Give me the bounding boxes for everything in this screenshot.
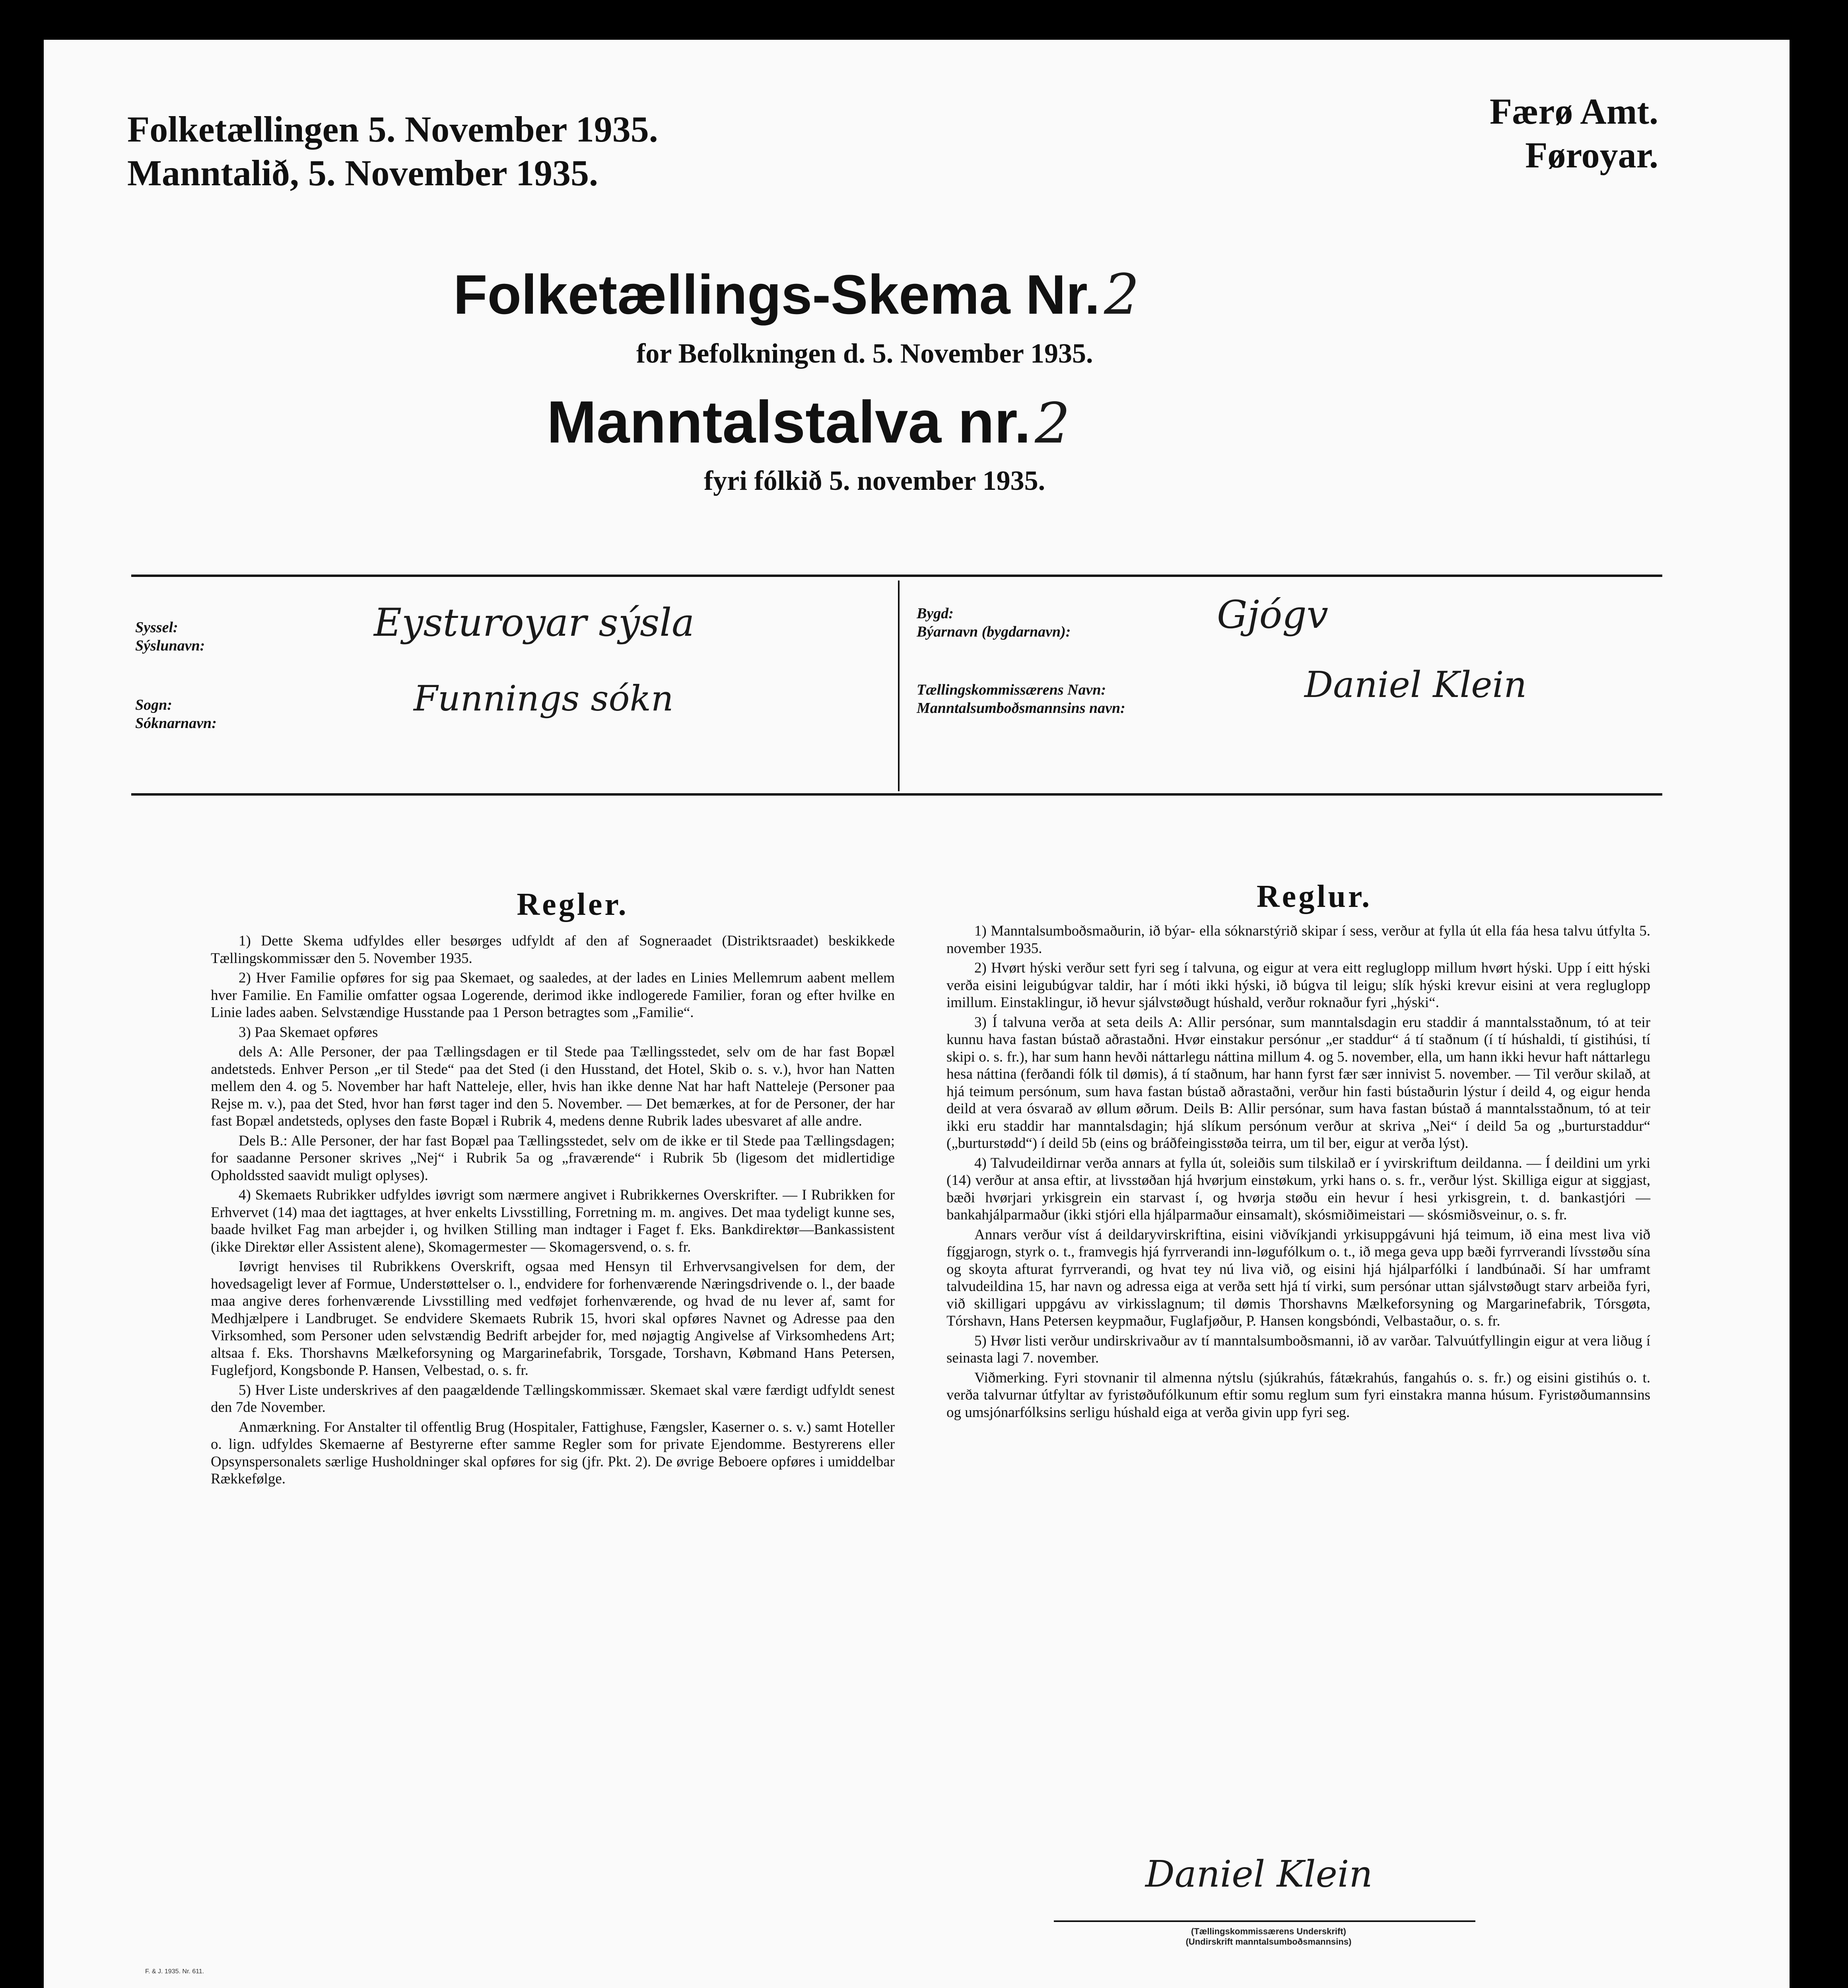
regler-paragraph: 1) Dette Skema udfyldes eller besørges udfyldt af den af Sogneraadet (Distriktsraadet) beskikkede Tællingskommissær den 5. November 1935. <box>211 933 895 967</box>
header-right-line1: Færø Amt. <box>1489 91 1658 132</box>
form-title <box>453 262 1139 327</box>
kommissaer-label-fo: Manntalsumboðsmannsins navn: <box>917 700 1125 716</box>
form-subtitle-faroese: fyri fólkið 5. november 1935. <box>704 466 1045 496</box>
regler-paragraph: 5) Hver Liste underskrives af den paagældende Tællingskommissær. Skemaet skal være færdigt udfyldt senest den 7de November. <box>211 1382 895 1415</box>
regler-paragraph: 4) Skemaets Rubrikker udfyldes iøvrigt som nærmere angivet i Rubrikkernes Overskrifter. — I Rubrikken for Erhvervet (14) maa det iagttages, at hver enkelts Livsstilling, Forretning m. m. angives. Det maa tydeligt kunne ses, baade hvilket Fag man arbejder i, og hvilken Stilling man indtager i Faget f. Eks. Bankdirektør—Bankassistent (ikke Direktør eller Assistent alene), Skomagermester — Skomagersvend, o. s. fr. <box>211 1187 895 1255</box>
sogn-value: Funnings sókn <box>414 678 674 719</box>
reglur-text <box>946 922 1650 1423</box>
signature-caption-fo: (Undirskrift manntalsumboðsmannsins) <box>1185 1937 1352 1947</box>
header-right <box>1471 89 1658 177</box>
reglur-paragraph: 4) Talvudeildirnar verða annars at fylla út, soleiðis sum tilskilað er í yvirskriftum deildanna. — Í deildini um yrki (14) verður at ansa eftir, at livsstøðan hjá hvørjum einstøkum, yrki hans o. s. fr., verður lýst. Skilliga eigur at siggjast, bæði hvørjari yrkisgrein ein starvast í, og hvørja støðu ein hevur í hesi yrkisgrein, t. d. bankastjóri — bankahjálparmaður (ikki stjóri ella hjálparmaður einsamalt), skósmiðimeistari — skósmiðsveinur, o. s. fr. <box>946 1155 1650 1223</box>
form-title-text: Folketællings-Skema Nr. <box>453 263 1100 326</box>
bygd-label-fo: Býarnavn (bygdarnavn): <box>917 623 1071 640</box>
field-block-top-rule <box>131 575 1662 577</box>
header-left-line2: Manntalið, 5. November 1935. <box>127 153 599 193</box>
reglur-paragraph: 5) Hvør listi verður undirskrivaður av tí manntalsumboðsmanni, ið av varðar. Talvuútfyllingin eigur at vera liðug í seinasta lagi 7. november. <box>946 1332 1650 1366</box>
sogn-label-fo: Sóknarnavn: <box>135 715 217 732</box>
bygd-label-dk: Bygd: <box>917 605 954 622</box>
reglur-paragraph: 3) Í talvuna verða at seta deils A: Allir persónar, sum manntalsdagin eru staddir á manntalsstaðnum, tó at teir kunnu hava fastan bústað aðrastaðni. Hvør einstakur persónur „er staddur“ á tí staðnum (í tí húshaldi, tí gistihúsi, tí skipi o. s. fr.), har sum hann hevði náttarlegu náttina millum 4. og 5. november, ella, um hann ikki hevur haft náttarlegu hesa náttina (ferðandi fólk til dømis), á tí staðnum, har hann fyrst fær sær innivist 5. november. — Til verður skilað, at hjá teimum persónum, sum hava fastan bústað aðrastaðni, verður hin fasti bústaðurin lýstur í deild 4, og eigur henda deild at vera ósvarað av øllum øðrum. Deils B: Allir persónar, sum hava fastan bústað á manntalsstaðnum, tó at teir ikki eru staddir har manntalsdagin; hjá slíkum persónum verður at skriva „Nei“ í deild 5a og „burturstaddur“ („burturstødd“) í deild 5b (eins og bráðfeingisstøða teirra, um til ber, eigur at verða lýst). <box>946 1014 1650 1151</box>
header-left-line1: Folketællingen 5. November 1935. <box>127 109 658 149</box>
printer-imprint: F. & J. 1935. Nr. 611. <box>145 1968 204 1975</box>
reglur-paragraph: Viðmerking. Fyri stovnanir til almenna nýtslu (sjúkrahús, fátækrahús, fangahús o. s. fr.) og eisini gistihús o. t. verða talvurnar útfyltar av fyristøðufólkunum eftir somu reglum sum fyri einstakra manna húsum. Fyristøðumannsins og umsjónarfólksins serligu húshald eiga at verða givin upp fyri seg. <box>946 1369 1650 1421</box>
reglur-paragraph: 1) Manntalsumboðsmaðurin, ið býar- ella sóknarstýrið skipar í sess, verður at fylla út ella fáa hesa talvu útfylta 5. november 1935. <box>946 923 1650 957</box>
syssel-label-fo: Sýslunavn: <box>135 637 205 654</box>
reglur-paragraph: Annars verður víst á deildaryvirskriftina, eisini viðvíkjandi yrkisuppgávuni hjá teimum, ið eina mest liva við fíggjarogn, styrk o. t., framvegis hjá fyrrverandi inn-løgufólkum o. t., ið mega geva upp bæði fyrrverandi lívsstøðu sína og skoyta afturat fyrrverandi, og hvat tey nú liva við, og eisini hjá hjálparfólki í landbúnaði. Sí har umframt talvudeildina 15, har navn og adressa eiga at verða sett hjá tí virki, sum persónar uttan sjálvstøðugt starv arbeiða fyri, við skilligari uppgávu av virkisslagnum; til dømis Thorshavns Mælkeforsyning og Margarinefabrik, Tórsgøta, Tórshavn, Hans Petersen keypmaður, Fuglafjøður, P. Hansen kongsbóndi, Velbastaður, o. s. fr. <box>946 1226 1650 1329</box>
kommissaer-label-dk: Tællingskommissærens Navn: <box>917 681 1106 698</box>
regler-heading: Regler. <box>517 887 629 922</box>
bygd-label <box>917 604 1071 641</box>
form-number-faroese: 2 <box>1035 391 1071 456</box>
regler-text <box>211 932 895 1490</box>
form-title-faroese-text: Manntalstalva nr. <box>547 388 1031 455</box>
bygd-value: Gjógv <box>1217 592 1328 637</box>
syssel-label-dk: Syssel: <box>135 619 178 636</box>
regler-paragraph: Anmærkning. For Anstalter til offentlig Brug (Hospitaler, Fattighuse, Fængsler, Kaserner o. s. v.) samt Hoteller o. lign. udfyldes Skemaerne af Bestyrerne efter samme Regler som for private Ejendomme. Bestyrerens eller Opsynspersonalets særlige Husholdninger skal opføres for sig (jfr. Pkt. 2). De øvrige Beboere opføres i umiddelbar Rækkefølge. <box>211 1419 895 1487</box>
signature-caption <box>1129 1926 1408 1947</box>
regler-paragraph: 3) Paa Skemaet opføres <box>239 1024 378 1041</box>
regler-paragraph: dels A: Alle Personer, der paa Tællingsdagen er til Stede paa Tællingsstedet, selv om de har fast Bopæl andetsteds. Enhver Person „er til Stede“ paa det Sted (i den Husstand, det Hotel, Skib o. s. v.), hvor han Natten mellem den 4. og 5. November har haft Natteleje, eller, hvis han ikke denne Nat har haft Natteleje (Personer paa Rejse m. v.), paa det Sted, hvor han først tager ind den 5. November. — Det bemærkes, at for de Personer, der har fast Bopæl andetsteds, oplyses den faste Bopæl i Rubrik 4, medens denne Rubrik lades ubesvaret af alle andre. <box>211 1044 895 1129</box>
regler-paragraph: Dels B.: Alle Personer, der har fast Bopæl paa Tællingsstedet, selv om de ikke er til Stede paa Tællingsdagen; for saadanne Personer skrives „Nej“ i Rubrik 5a og „fraværende“ i Rubrik 5b (ligesom det midlertidige Opholdssted saavidt muligt oplyses). <box>211 1132 895 1184</box>
form-title-faroese <box>547 388 1070 456</box>
signature-value: Daniel Klein <box>1145 1853 1373 1895</box>
form-subtitle: for Befolkningen d. 5. November 1935. <box>636 338 1093 369</box>
signature-line <box>1054 1920 1475 1922</box>
signature-caption-dk: (Tællingskommissærens Underskrift) <box>1191 1926 1346 1936</box>
form-number: 2 <box>1104 262 1140 327</box>
regler-paragraph: 2) Hver Familie opføres for sig paa Skemaet, og saaledes, at der lades en Linies Mellemrum aabent mellem hver Familie. En Familie omfatter ogsaa Logerende, derimod ikke indlogerede Familier, foran og efter hvilke en Linie lades aaben. Selvstændige Husstande paa 1 Person betragtes som „Familie“. <box>211 970 895 1021</box>
syssel-value: Eysturoyar sýsla <box>374 600 695 645</box>
sogn-label-dk: Sogn: <box>135 697 172 713</box>
field-block-divider <box>898 580 900 791</box>
regler-paragraph: Iøvrigt henvises til Rubrikkens Overskrift, ogsaa med Hensyn til Erhvervsangivelsen for dem, der hovedsageligt lever af Formue, Understøttelser o. l., endvidere for forhenværende Næringsdrivende o. l., der baade maa angive deres forhenværende Livsstilling med vedføjet forhenværende, og hvad de nu lever af, samt for Medhjælpere i Landbruget. Se endvidere Skemaets Rubrik 15, hvori skal opføres Navnet og Adresse paa den Virksomhed, som Personer uden selvstændig Bedrift arbejder for, med nøjagtig Angivelse af Virksomhedens Art; altsaa f. Eks. Thorshavns Mælkeforsyning og Margarinefabrik, Torsgade, Torshavn, Købmand Hans Petersen, Fuglefjord, Kongsbonde P. Hansen, Velbestad, o. s. fr. <box>211 1258 895 1378</box>
header-right-line2: Føroyar. <box>1525 135 1658 175</box>
header-left <box>127 107 658 195</box>
field-block-bottom-rule <box>131 793 1662 796</box>
sogn-label <box>135 696 217 732</box>
kommissaer-value: Daniel Klein <box>1304 664 1527 706</box>
reglur-heading: Reglur. <box>1256 879 1372 914</box>
reglur-paragraph: 2) Hvørt hýski verður sett fyri seg í talvuna, og eigur at vera eitt regluglopp millum hvørt hýski. Upp í eitt hýski verða eisini leigubúgvar taldir, har í móti ikki hýski, ið búgva til leigu; slík hýski krevur eisini at vera regluglopp imillum. Einstaklingur, ið hevur sjálvstøðugt húshald, verður roknaður fyri „hýski“. <box>946 960 1650 1011</box>
syssel-label <box>135 618 205 655</box>
kommissaer-label <box>917 681 1125 717</box>
